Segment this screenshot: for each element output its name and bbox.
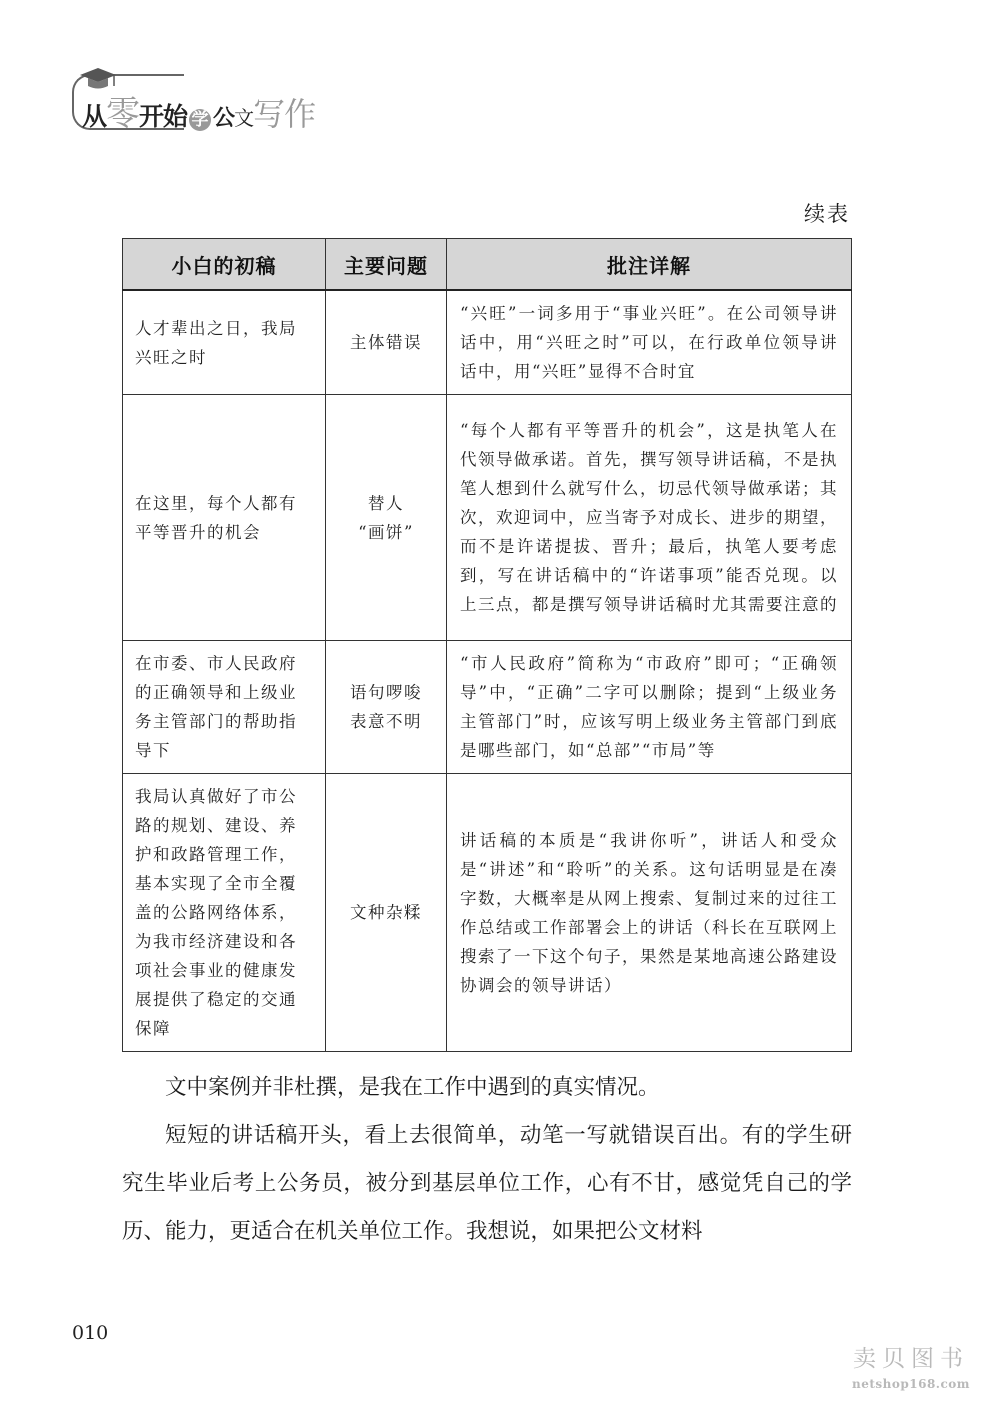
column-header-draft: 小白的初稿 bbox=[123, 239, 326, 291]
logo-char: 零 bbox=[106, 94, 140, 134]
draft-annotation-table bbox=[122, 238, 852, 1052]
logo-char: 公 bbox=[213, 105, 235, 131]
logo-title bbox=[82, 86, 315, 135]
issue-cell bbox=[326, 395, 447, 641]
issue-line: 主体错误 bbox=[350, 333, 422, 352]
draft-cell: 我局认真做好了市公路的规划、建设、养护和政路管理工作，基本实现了全市全覆盖的公路网络体系，为我市经济建设和各项社会事业的健康发展提供了稳定的交通保障 bbox=[123, 774, 326, 1052]
note-cell: “每个人都有平等晋升的机会”，这是执笔人在代领导做承诺。首先，撰写领导讲话稿，不是执笔人想到什么就写什么，切忌代领导做承诺；其次，欢迎词中，应当寄予对成长、进步的期望，而不是许诺提拔、晋升；最后，执笔人要考虑到，写在讲话稿中的“许诺事项”能否兑现。以上三点，都是撰写领导讲话稿时尤其需要注意的 bbox=[447, 395, 852, 641]
draft-cell: 在市委、市人民政府的正确领导和上级业务主管部门的帮助指导下 bbox=[123, 641, 326, 774]
issue-cell bbox=[326, 641, 447, 774]
watermark-text: 卖贝图书 bbox=[852, 1346, 969, 1372]
logo-char: 写作 bbox=[253, 95, 316, 133]
logo-char: 始 bbox=[163, 102, 188, 131]
logo-char: 文 bbox=[234, 106, 254, 130]
note-cell: 讲话稿的本质是“我讲你听”，讲话人和受众是“讲述”和“聆听”的关系。这句话明显是在凑字数，大概率是从网上搜索、复制过来的过往工作总结或工作部署会上的讲话（科长在互联网上搜索了一下这个句子，果然是某地高速公路建设协调会的领导讲话） bbox=[447, 774, 852, 1052]
issue-line: “画饼” bbox=[358, 522, 414, 542]
issue-cell bbox=[326, 774, 447, 1052]
table-row bbox=[123, 395, 852, 641]
table-row bbox=[123, 774, 852, 1052]
page-number: 010 bbox=[72, 1322, 109, 1344]
issue-line: 替人 bbox=[368, 493, 404, 513]
draft-cell: 人才辈出之日，我局兴旺之时 bbox=[123, 290, 326, 395]
issue-line: 表意不明 bbox=[350, 712, 422, 731]
body-text bbox=[122, 1064, 852, 1256]
issue-cell bbox=[326, 290, 447, 395]
body-paragraph: 文中案例并非杜撰，是我在工作中遇到的真实情况。 bbox=[165, 1075, 660, 1100]
watermark bbox=[852, 1340, 970, 1391]
column-header-note: 批注详解 bbox=[447, 239, 852, 291]
body-paragraph: 短短的讲话稿开头，看上去很简单，动笔一写就错误百出。有的学生研究生毕业后考上公务员，被分到基层单位工作，心有不甘，感觉凭自己的学历、能力，更适合在机关单位工作。我想说，如果把公文材料 bbox=[122, 1123, 852, 1244]
issue-line: 文种杂糅 bbox=[350, 903, 422, 922]
watermark-url: netshop168.com bbox=[851, 1377, 970, 1391]
table-header-row bbox=[123, 239, 852, 291]
table-continued-label: 续表 bbox=[804, 202, 850, 226]
draft-cell: 在这里，每个人都有平等晋升的机会 bbox=[123, 395, 326, 641]
logo-char: 从 bbox=[82, 102, 107, 131]
table-row bbox=[123, 290, 852, 395]
issue-line: 语句啰唆 bbox=[350, 683, 422, 702]
table-row bbox=[123, 641, 852, 774]
note-cell: “兴旺”一词多用于“事业兴旺”。在公司领导讲话中，用“兴旺之时”可以，在行政单位领导讲话中，用“兴旺”显得不合时宜 bbox=[447, 290, 852, 395]
book-series-logo bbox=[72, 64, 316, 134]
column-header-issue: 主要问题 bbox=[326, 239, 447, 291]
logo-char: 开 bbox=[139, 102, 164, 131]
logo-char-circled: 学 bbox=[189, 109, 211, 131]
note-cell: “市人民政府”简称为“市政府”即可；“正确领导”中，“正确”二字可以删除；提到“上级业务主管部门”时，应该写明上级业务主管部门到底是哪些部门，如“总部”“市局”等 bbox=[447, 641, 852, 774]
